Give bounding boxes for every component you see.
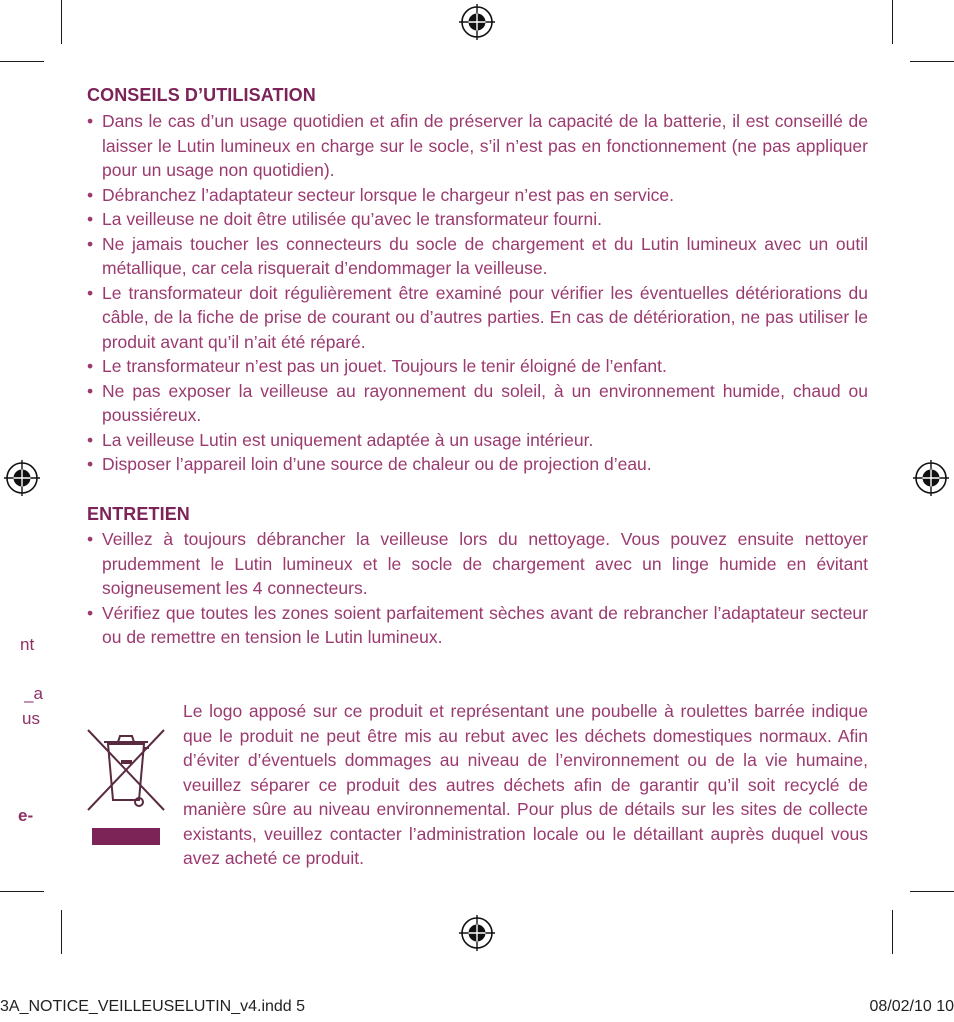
crop-mark (0, 61, 44, 62)
crop-mark (892, 0, 893, 44)
weee-notice: Le logo apposé sur ce produit et représentant une poubelle à roulettes barrée indique que le produit ne peut être mis au rebut avec les déchets domestiques normaux. Afin d’éviter d’éventuels dommages au niveau de l’environnement ou de la vie humaine, veuillez séparer ce produit des autres déchets afin de garantir qu’il soit recyclé de manière sûre au niveau environnemental. Pour plus de détails sur les sites de collecte existants, veuillez contacter l’administration locale ou le détaillant auprès duquel vous avez acheté ce produit. (183, 701, 868, 868)
list-item: • La veilleuse ne doit être utilisée qu’avec le transformateur fourni. (87, 207, 868, 232)
registration-mark-icon (4, 460, 40, 496)
list-item: • Ne jamais toucher les connecteurs du socle de chargement et du Lutin lumineux avec un outil métallique, car cela risquerait d’endommager la veilleuse. (87, 232, 868, 281)
crop-mark (0, 891, 44, 892)
list-item: • La veilleuse Lutin est uniquement adaptée à un usage intérieur. (87, 428, 868, 453)
list-item: • Vérifiez que toutes les zones soient parfaitement sèches avant de rebrancher l’adaptateur secteur ou de remettre en tension le Lutin lumineux. (87, 601, 868, 650)
edge-fragment: e- (18, 806, 34, 825)
section-title-entretien: ENTRETIEN (87, 504, 190, 524)
edge-fragment: us (22, 709, 40, 728)
crop-mark (910, 891, 954, 892)
conseils-list (87, 109, 868, 477)
list-item: • Disposer l’appareil loin d’une source de chaleur ou de projection d’eau. (87, 452, 868, 477)
registration-mark-icon (459, 915, 495, 951)
list-item: • Débranchez l’adaptateur secteur lorsque le chargeur n’est pas en service. (87, 183, 868, 208)
edge-fragment: nt (20, 635, 35, 654)
list-item: • Dans le cas d’un usage quotidien et afin de préserver la capacité de la batterie, il est conseillé de laisser le Lutin lumineux en charge sur le socle, s’il n’est pas en fonctionnement (ne pas appliquer pour un usage non quotidien). (87, 109, 868, 183)
footer-filename: 3A_NOTICE_VEILLEUSELUTIN_v4.indd 5 (0, 998, 306, 1015)
footer-date: 08/02/10 10 (869, 998, 954, 1015)
list-item: • Le transformateur n’est pas un jouet. Toujours le tenir éloigné de l’enfant. (87, 354, 868, 379)
edge-fragment: _a (24, 684, 43, 703)
list-item: • Ne pas exposer la veilleuse au rayonnement du soleil, à un environnement humide, chaud ou poussiéreux. (87, 379, 868, 428)
crossed-wheelie-bin-icon (86, 726, 166, 814)
entretien-list (87, 527, 868, 650)
crop-mark (910, 61, 954, 62)
list-item: • Veillez à toujours débrancher la veilleuse lors du nettoyage. Vous pouvez ensuite nettoyer prudemment le Lutin lumineux et le socle de chargement avec un linge humide en évitant soigneusement les 4 connecteurs. (87, 527, 868, 601)
registration-mark-icon (459, 4, 495, 40)
registration-mark-icon (913, 460, 949, 496)
crop-mark (61, 0, 62, 44)
section-title-conseils: CONSEILS D’UTILISATION (87, 85, 316, 105)
crop-mark (892, 910, 893, 954)
crop-mark (61, 910, 62, 954)
weee-bar (92, 828, 160, 845)
list-item: • Le transformateur doit régulièrement être examiné pour vérifier les éventuelles détériorations du câble, de la fiche de prise de courant ou d’autres parties. En cas de détérioration, ne pas utiliser le produit avant qu’il n’ait été réparé. (87, 281, 868, 355)
